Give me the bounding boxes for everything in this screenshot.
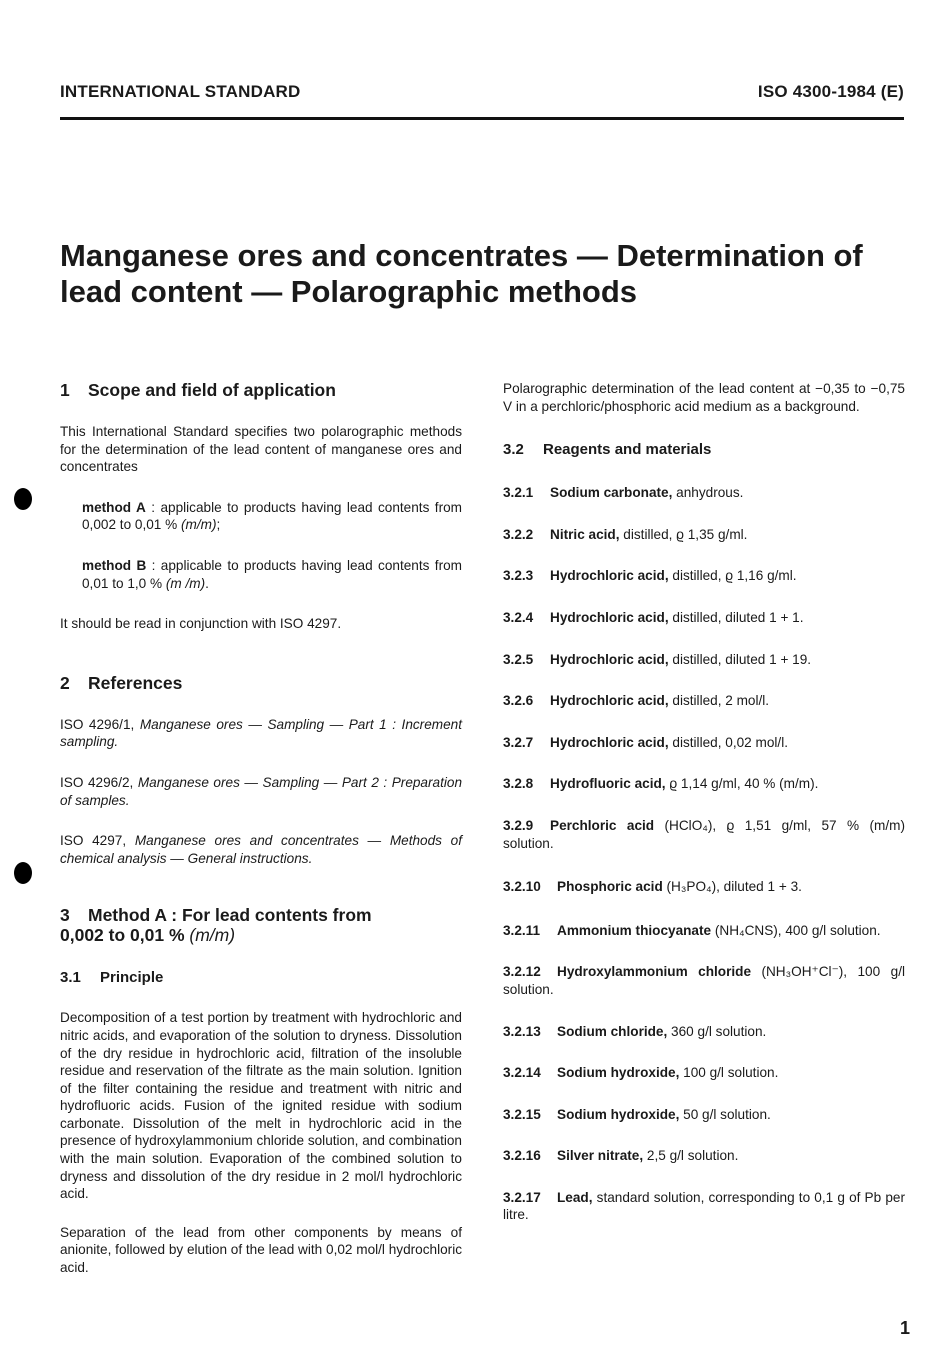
punch-hole-mark	[14, 862, 32, 884]
reagent-name: Hydrochloric acid,	[550, 651, 669, 667]
method-b-item	[82, 557, 462, 592]
scope-note: It should be read in conjunction with ISO 4297.	[60, 616, 342, 632]
reagent-item	[503, 878, 905, 896]
reagent-name: Hydrochloric acid,	[550, 693, 669, 709]
section-title-line1: Method A : For lead contents from	[88, 905, 372, 926]
principle-paragraph-3: Polarographic determination of the lead content at −0,35 to −0,75 V in a perchloric/phosphoric acid medium as a background.	[503, 381, 905, 414]
reagent-item	[503, 1064, 905, 1082]
reagent-item	[503, 651, 905, 669]
reagent-name: Hydrochloric acid,	[550, 568, 669, 584]
reagent-description: (NH₄CNS), 400 g/l solution.	[711, 922, 881, 938]
section-title: References	[88, 672, 183, 693]
section-title-unit: (m/m)	[189, 925, 236, 946]
reagent-number: 3.2.14	[503, 1065, 541, 1081]
reagent-description: (HClO₄), ϱ 1,51 g/ml, 57 % (m/m) solution.	[503, 817, 905, 851]
section-1-heading	[60, 380, 462, 400]
reagent-item	[503, 734, 905, 752]
section-3-heading	[60, 905, 462, 925]
reference-item	[60, 832, 462, 867]
subsection-number: 3.2	[503, 441, 524, 459]
reagent-number: 3.2.16	[503, 1148, 541, 1164]
reagent-item	[503, 922, 905, 940]
reference-title: Manganese ores — Sampling — Part 1 : Increment sampling.	[60, 716, 462, 750]
reagent-description: 100 g/l solution.	[679, 1065, 779, 1081]
section-3-heading-line2	[60, 925, 462, 945]
document-title: Manganese ores and concentrates — Determination of lead content — Polarographic methods	[60, 238, 863, 309]
reference-code: ISO 4296/1,	[60, 716, 140, 732]
reagent-list	[503, 484, 905, 1224]
reagent-number: 3.2.13	[503, 1023, 541, 1039]
section-number: 2	[60, 672, 70, 693]
header-rule	[60, 117, 904, 120]
section-title-range: 0,002 to 0,01 %	[60, 925, 190, 946]
reagent-item	[503, 692, 905, 710]
reagent-description: ϱ 1,14 g/ml, 40 % (m/m).	[665, 776, 819, 792]
reagent-name: Hydrofluoric acid,	[550, 776, 666, 792]
subsection-3-1-heading	[60, 969, 462, 987]
reagent-name: Hydrochloric acid,	[550, 609, 669, 625]
reagent-item	[503, 963, 905, 998]
reagent-number: 3.2.4	[503, 609, 534, 625]
section-number: 1	[60, 380, 70, 400]
reagent-name: Lead,	[557, 1189, 593, 1205]
section-title: Scope and field of application	[88, 380, 336, 400]
reagent-number: 3.2.1	[503, 485, 534, 501]
left-column	[60, 380, 462, 1277]
reagent-name: Hydroxylammonium chloride	[557, 964, 752, 980]
section-title-line2	[60, 925, 235, 945]
method-b-unit: (m /m)	[165, 575, 206, 591]
section-title	[88, 905, 372, 925]
reagent-name: Sodium carbonate,	[550, 485, 673, 501]
reference-code: ISO 4296/2,	[60, 774, 138, 790]
reagent-description: 2,5 g/l solution.	[643, 1148, 739, 1164]
reagent-description: (NH₃OH⁺Cl⁻), 100 g/l solution.	[503, 964, 905, 997]
reference-code: ISO 4297,	[60, 833, 135, 849]
reagent-item	[503, 567, 905, 585]
reference-title: Manganese ores and concentrates — Methods of chemical analysis — General instructions.	[60, 833, 462, 866]
reagent-item	[503, 1023, 905, 1041]
scope-intro: This International Standard specifies two polarographic methods for the determination of the lead content of manganese ores and concentrates	[60, 424, 462, 475]
reagent-description: distilled, 0,02 mol/l.	[668, 734, 788, 750]
reagent-number: 3.2.17	[503, 1189, 541, 1205]
reagent-item	[503, 526, 905, 544]
reagent-name: Sodium chloride,	[557, 1023, 668, 1039]
reagent-number: 3.2.11	[503, 922, 541, 938]
subsection-title: Principle	[100, 969, 164, 987]
subsection-number: 3.1	[60, 969, 81, 987]
page-number: 1	[899, 1318, 910, 1338]
method-a-end: ;	[216, 517, 221, 533]
reagent-name: Silver nitrate,	[557, 1148, 644, 1164]
reagent-name: Phosphoric acid	[557, 879, 663, 895]
reagent-name: Sodium hydroxide,	[557, 1106, 680, 1122]
reagent-description: distilled, ϱ 1,16 g/ml.	[668, 568, 797, 584]
reagent-item	[503, 609, 905, 627]
reference-title: Manganese ores — Sampling — Part 2 : Preparation of samples.	[60, 774, 462, 808]
section-number: 3	[60, 905, 70, 926]
reagent-number: 3.2.5	[503, 651, 534, 667]
reagent-item	[503, 775, 905, 793]
reagent-number: 3.2.12	[503, 964, 541, 980]
reagent-description: distilled, 2 mol/l.	[668, 693, 770, 709]
reference-item	[60, 774, 462, 809]
reagent-description: distilled, diluted 1 + 1.	[668, 609, 804, 625]
reagent-item	[503, 1189, 905, 1224]
section-2-heading	[60, 673, 462, 693]
subsection-title: Reagents and materials	[543, 441, 712, 459]
right-column	[503, 380, 905, 1224]
reagent-description: 50 g/l solution.	[679, 1106, 771, 1122]
reagent-number: 3.2.10	[503, 879, 541, 895]
method-b-text: : applicable to products having lead contents from 0,01 to 1,0 %	[82, 557, 462, 591]
reagent-name: Sodium hydroxide,	[557, 1065, 680, 1081]
reagent-number: 3.2.15	[503, 1106, 541, 1122]
method-a-item	[82, 499, 462, 534]
method-a-label: method A	[82, 499, 146, 515]
reagent-description: anhydrous.	[672, 485, 744, 501]
reagent-name: Hydrochloric acid,	[550, 734, 669, 750]
reagent-description: standard solution, corresponding to 0,1 g of Pb per litre.	[503, 1189, 905, 1223]
reagent-item	[503, 1147, 905, 1165]
reagent-name: Perchloric acid	[550, 817, 655, 833]
subsection-3-2-heading	[503, 441, 905, 459]
reagent-description: distilled, ϱ 1,35 g/ml.	[619, 526, 748, 542]
document-standard-label: INTERNATIONAL STANDARD	[60, 82, 301, 101]
reagent-description: distilled, diluted 1 + 19.	[668, 651, 812, 667]
reagent-description: 360 g/l solution.	[667, 1023, 767, 1039]
reagent-item	[503, 1106, 905, 1124]
reference-item	[60, 716, 462, 751]
reagent-item	[503, 484, 905, 502]
reagent-name: Ammonium thiocyanate	[557, 922, 712, 938]
reagent-number: 3.2.2	[503, 526, 534, 542]
reagent-number: 3.2.8	[503, 776, 534, 792]
reagent-number: 3.2.6	[503, 693, 534, 709]
method-b-end: .	[205, 575, 209, 591]
reagent-number: 3.2.3	[503, 568, 534, 584]
reagent-name: Nitric acid,	[550, 526, 620, 542]
reagent-item	[503, 817, 905, 852]
method-a-text: : applicable to products having lead contents from 0,002 to 0,01 %	[82, 499, 462, 533]
reagent-number: 3.2.9	[503, 817, 534, 833]
document-code: ISO 4300-1984 (E)	[757, 82, 904, 101]
punch-hole-mark	[14, 488, 32, 510]
principle-paragraph-1: Decomposition of a test portion by treatment with hydrochloric and nitric acids, and evaporation of the solution to dryness. Dissolution of the dry residue in hydrochloric acid, filtration of the insoluble residue and reservation of the filtrate as the main solution. Ignition of the filter containing the residue and treatment with nitric and hydrofluoric acids. Fusion of the ignited residue with sodium carbonate. Dissolution of the melt in hydrochloric acid in the presence of hydroxylammonium chloride solution, and combination with the main solution. Evaporation of the combined solution to dryness and dissolution of the dry residue in 2 mol/l hydrochloric acid.	[60, 1010, 462, 1202]
reagent-description: (H₃PO₄), diluted 1 + 3.	[662, 879, 802, 895]
reagent-number: 3.2.7	[503, 734, 534, 750]
method-b-label: method B	[82, 557, 147, 573]
method-a-unit: (m/m)	[181, 517, 217, 533]
principle-paragraph-2: Separation of the lead from other components by means of anionite, followed by elution of the lead with 0,02 mol/l hydrochloric acid.	[60, 1224, 463, 1276]
